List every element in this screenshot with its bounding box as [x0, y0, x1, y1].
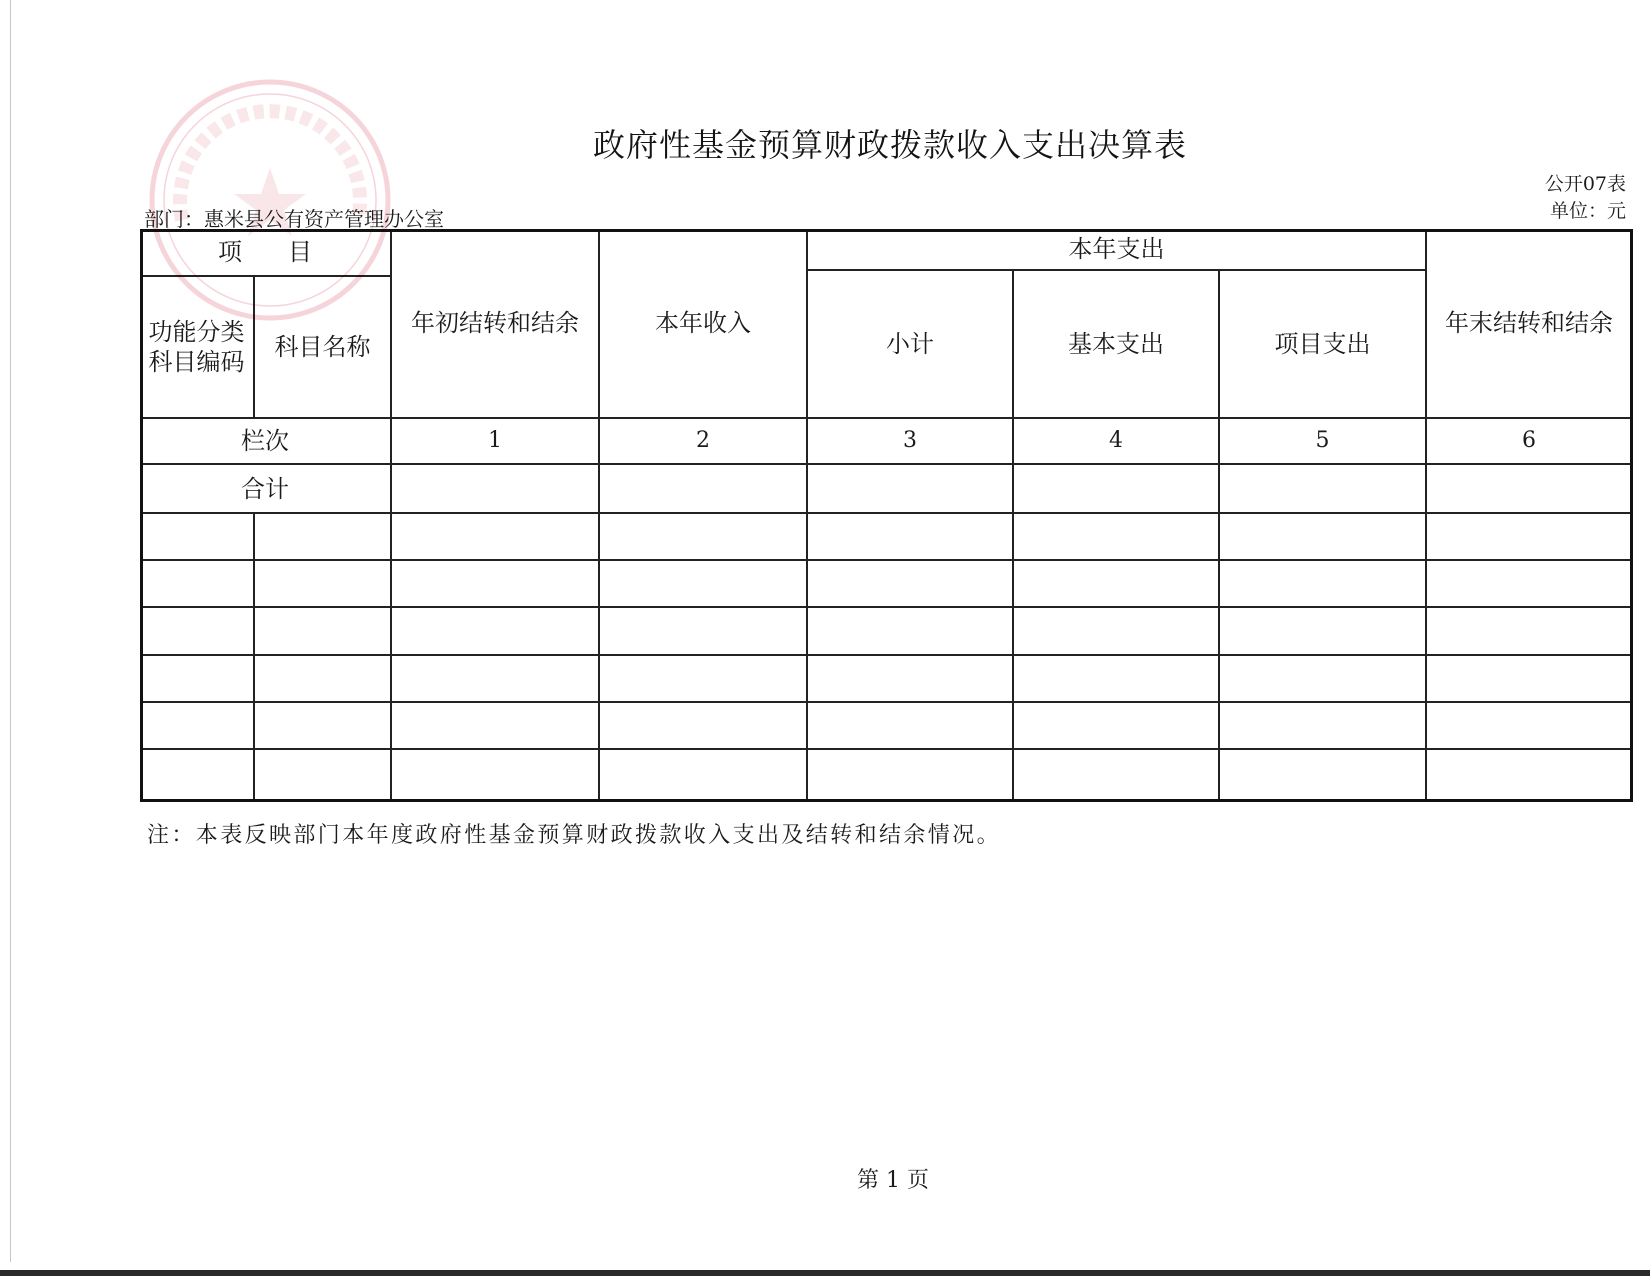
- column-number: 5: [1220, 419, 1427, 465]
- table-cell: [1014, 750, 1220, 802]
- table-cell: [1427, 514, 1633, 561]
- total-value-cell: [1427, 465, 1633, 514]
- table-cell: [808, 750, 1014, 802]
- table-cell: [1220, 656, 1427, 703]
- header-subject-name: 科目名称: [255, 277, 392, 419]
- table-cell: [1427, 750, 1633, 802]
- table-cell: [1014, 561, 1220, 608]
- table-cell: [1220, 514, 1427, 561]
- header-current-income: 本年收入: [600, 229, 808, 419]
- scan-edge-bottom: [0, 1270, 1650, 1276]
- table-cell: [600, 750, 808, 802]
- total-label: 合计: [140, 465, 392, 514]
- header-opening-balance: 年初结转和结余: [392, 229, 600, 419]
- table-cell: [808, 656, 1014, 703]
- table-cell: [1220, 608, 1427, 656]
- table-cell: [392, 703, 600, 750]
- column-number: 2: [600, 419, 808, 465]
- table-cell: [600, 608, 808, 656]
- table-cell: [808, 514, 1014, 561]
- department-label: 部门：惠米县公有资产管理办公室: [144, 207, 444, 231]
- unit-label: 单位：元: [1549, 200, 1626, 222]
- table-cell: [808, 561, 1014, 608]
- form-number: 公开07表: [1544, 173, 1626, 195]
- table-cell: [392, 608, 600, 656]
- table-cell: [808, 703, 1014, 750]
- table-cell: [1427, 703, 1633, 750]
- subject-name-cell: [255, 656, 392, 703]
- subject-name-cell: [255, 703, 392, 750]
- table-cell: [1427, 561, 1633, 608]
- header-function-code: [140, 277, 255, 419]
- header-basic-expenditure: 基本支出: [1014, 271, 1220, 419]
- subject-name-cell: [255, 561, 392, 608]
- table-cell: [600, 561, 808, 608]
- total-value-cell: [808, 465, 1014, 514]
- table-cell: [1014, 608, 1220, 656]
- column-number: 1: [392, 419, 600, 465]
- table-cell: [1427, 656, 1633, 703]
- header-function-code-label: 功能分类科目编码: [148, 318, 245, 376]
- table-cell: [1014, 514, 1220, 561]
- table-cell: [392, 656, 600, 703]
- table-cell: [600, 703, 808, 750]
- header-item-label: 项目: [218, 238, 358, 266]
- table-cell: [1220, 561, 1427, 608]
- header-current-expenditure: 本年支出: [808, 229, 1427, 271]
- column-number: 6: [1427, 419, 1633, 465]
- table-cell: [600, 656, 808, 703]
- column-number: 3: [808, 419, 1014, 465]
- header-project-expenditure: 项目支出: [1220, 271, 1427, 419]
- table-cell: [600, 514, 808, 561]
- scan-edge-left: [10, 0, 11, 1262]
- table-cell: [392, 750, 600, 802]
- table-cell: [1220, 703, 1427, 750]
- subject-name-cell: [255, 750, 392, 802]
- function-code-cell: [140, 514, 255, 561]
- page-number: 第 1 页: [857, 1168, 929, 1193]
- function-code-cell: [140, 656, 255, 703]
- column-number: 4: [1014, 419, 1220, 465]
- table-cell: [1427, 608, 1633, 656]
- function-code-cell: [140, 561, 255, 608]
- function-code-cell: [140, 608, 255, 656]
- function-code-cell: [140, 750, 255, 802]
- header-subtotal: 小计: [808, 271, 1014, 419]
- subject-name-cell: [255, 608, 392, 656]
- total-value-cell: [392, 465, 600, 514]
- total-value-cell: [1220, 465, 1427, 514]
- table-cell: [1014, 656, 1220, 703]
- table-cell: [392, 561, 600, 608]
- header-closing-balance: 年末结转和结余: [1427, 229, 1633, 419]
- total-value-cell: [1014, 465, 1220, 514]
- column-index-label: 栏次: [140, 419, 392, 465]
- table-cell: [1014, 703, 1220, 750]
- table-cell: [392, 514, 600, 561]
- table-cell: [1220, 750, 1427, 802]
- subject-name-cell: [255, 514, 392, 561]
- header-item: [140, 229, 392, 277]
- document-title: 政府性基金预算财政拨款收入支出决算表: [592, 126, 1187, 164]
- table-note: 注：本表反映部门本年度政府性基金预算财政拨款收入支出及结转和结余情况。: [147, 823, 1002, 848]
- total-value-cell: [600, 465, 808, 514]
- table-cell: [808, 608, 1014, 656]
- function-code-cell: [140, 703, 255, 750]
- budget-table: [140, 229, 1633, 802]
